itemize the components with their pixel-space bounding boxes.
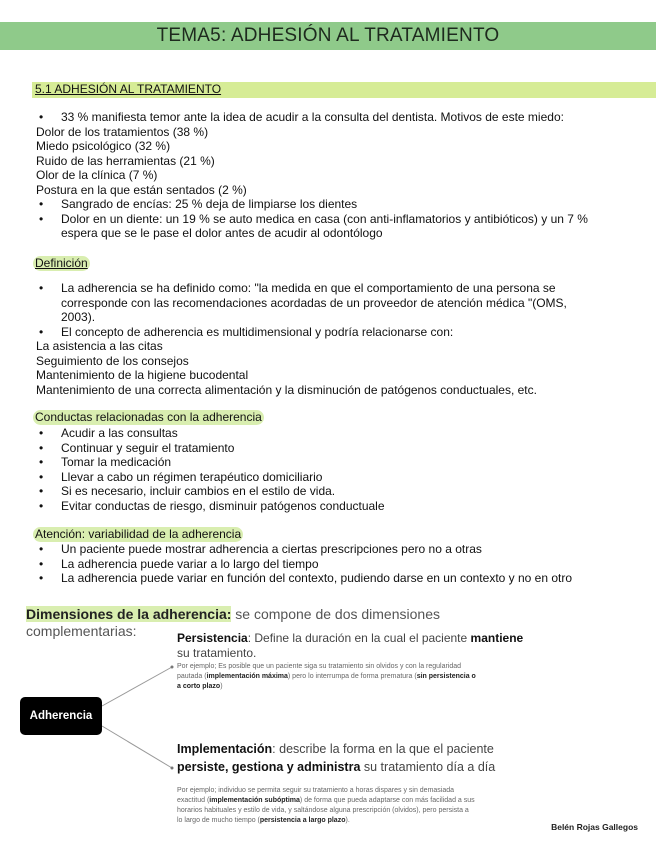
reason-item: Postura en la que están sentados (2 %) <box>36 182 247 197</box>
bullet-item: • El concepto de adherencia es multidimensional y podría relacionarse con: <box>36 325 567 340</box>
conductas-list <box>36 426 385 513</box>
list-item: • Acudir a las consultas <box>36 426 385 441</box>
reason-item: Olor de la clínica (7 %) <box>36 168 158 182</box>
bullet-continuation: corresponde con las recomendaciones acordadas de un proveedor de atención médica "(OMS, <box>61 295 567 310</box>
adherencia-node: Adherencia <box>20 697 102 735</box>
reason-item: Dolor de los tratamientos (38 %) <box>36 124 209 139</box>
bullet-item: • Dolor en un diente: un 19 % se auto medica en casa (con anti-inflamatorios y antibióticos) y un 7 % <box>36 212 588 227</box>
list-item: • Un paciente puede mostrar adherencia a ciertas prescripciones pero no a otras <box>36 542 572 557</box>
section-heading-bar <box>32 82 656 98</box>
reason-item: Miedo psicológico (32 %) <box>36 139 171 153</box>
persistencia-desc: Persistencia: Define la duración en la cual el paciente mantiene su tratamiento. <box>177 631 524 660</box>
definicion-heading: Definición <box>35 256 88 270</box>
list-item: • Tomar la medicación <box>36 455 385 470</box>
list-item: • Evitar conductas de riesgo, disminuir patógenos conductuale <box>36 499 385 514</box>
conductas-heading: Conductas relacionadas con la adherencia <box>35 410 262 424</box>
dimensiones-title: Dimensiones de la adherencia: se compone de dos dimensiones complementarias: <box>26 606 440 639</box>
section1-content <box>36 110 588 241</box>
list-item: • Si es necesario, incluir cambios en el estilo de vida. <box>36 484 385 499</box>
conductas-heading-wrap <box>33 410 264 425</box>
definicion-heading-wrap <box>33 256 90 271</box>
bullet-item: • Sangrado de encías: 25 % deja de limpiarse los dientes <box>36 197 588 212</box>
definicion-content <box>36 281 567 397</box>
bullet-item: • 33 % manifiesta temor ante la idea de acudir a la consulta del dentista. Motivos de este miedo: <box>36 110 588 125</box>
list-item: La asistencia a las citas <box>36 339 163 353</box>
implementacion-desc: Implementación: describe la forma en la que el paciente persiste, gestiona y administra su tratamiento día a día <box>177 742 496 774</box>
reason-item: Ruido de las herramientas (21 %) <box>36 153 215 168</box>
page-title: TEMA5: ADHESIÓN AL TRATAMIENTO <box>0 22 656 50</box>
author-signature: Belén Rojas Gallegos <box>551 822 638 832</box>
atencion-heading: Atención: variabilidad de la adherencia <box>35 527 242 541</box>
implementacion-example: Por ejemplo; individuo se permita seguir su tratamiento a horas dispares y sin demasiada exactitud (implementación subóptima) de forma que pueda adaptarse con más facilidad a sus horarios habituales y estilo de vida, y saltándose alguna prescripción (olvidos), pero persista a lo largo de mucho tiempo (persistencia a largo plazo). <box>177 787 475 824</box>
persistencia-example: Por ejemplo; Es posible que un paciente siga su tratamiento sin olvidos y con la regularidad pautada (implementación máxima) pero lo interrumpa de forma prematura (sin persistencia o a corto plazo) <box>177 663 476 690</box>
list-item: Seguimiento de los consejos <box>36 353 189 368</box>
atencion-heading-wrap <box>33 527 243 542</box>
list-item: • Llevar a cabo un régimen terapéutico domiciliario <box>36 470 385 485</box>
atencion-list <box>36 542 572 586</box>
bullet-continuation: espera que se le pase el dolor antes de acudir al odontólogo <box>61 226 383 240</box>
list-item: • Continuar y seguir el tratamiento <box>36 441 385 456</box>
bullet-continuation: 2003). <box>61 310 96 324</box>
list-item: Mantenimiento de una correcta alimentación y la disminución de patógenos conductuales, etc. <box>36 382 537 397</box>
list-item: • La adherencia puede variar en función del contexto, pudiendo darse en un contexto y no en otro <box>36 571 572 586</box>
list-item: • La adherencia puede variar a lo largo del tiempo <box>36 557 572 572</box>
section-heading: 5.1 ADHESIÓN AL TRATAMIENTO <box>35 82 222 96</box>
list-item: Mantenimiento de la higiene bucodental <box>36 368 249 382</box>
bullet-item: • La adherencia se ha definido como: "la medida en que el comportamiento de una persona se <box>36 281 567 296</box>
